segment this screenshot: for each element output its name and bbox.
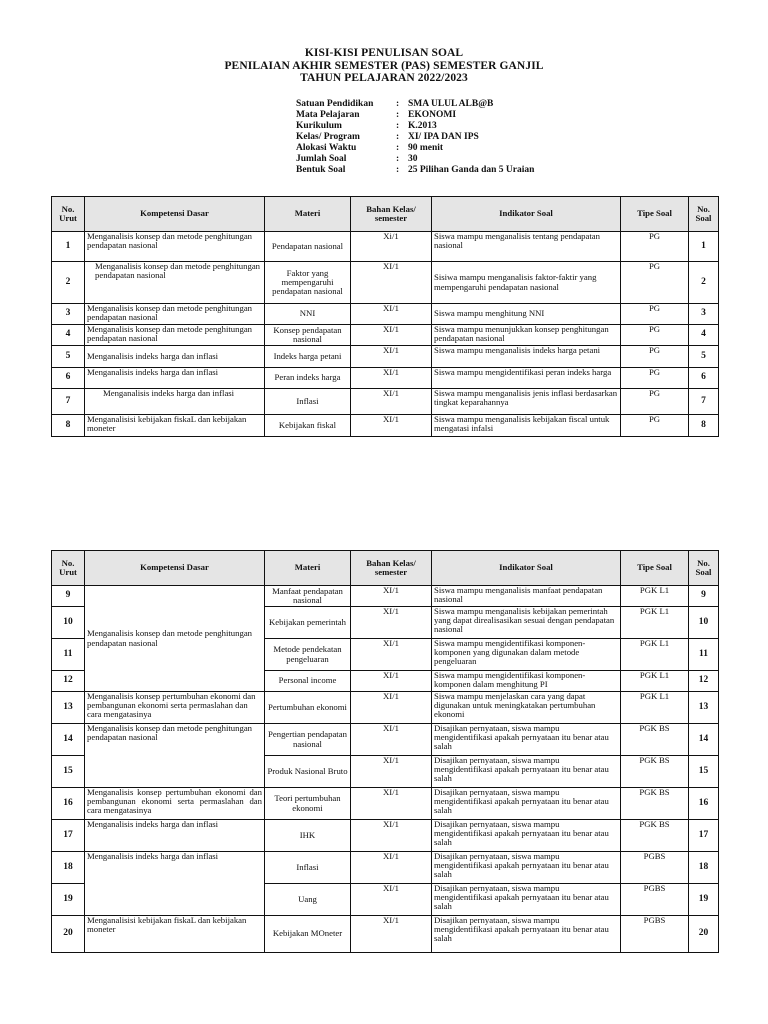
cell-no-soal: 6	[689, 368, 719, 389]
cell-indikator: Siswa mampu menganalisis kebijakan fiscal untuk mengatasi infalsi	[432, 415, 621, 437]
cell-bahan: XI/1	[351, 916, 432, 953]
table-row	[52, 232, 719, 262]
cell-indikator: Siswa mampu menganalisis kebijakan pemerintah yang dapat direalisasikan sesuai dengan pendapatan nasional	[432, 607, 621, 639]
cell-no-soal: 17	[689, 820, 719, 852]
cell-tipe: PGK L1	[621, 671, 689, 692]
header-indikator: Indikator Soal	[432, 551, 621, 586]
cell-materi: Kebijakan pemerintah	[265, 607, 351, 639]
info-row	[296, 143, 534, 154]
table-row	[52, 916, 719, 953]
cell-materi: Kebijakan fiskal	[265, 415, 351, 437]
cell-no-soal: 3	[689, 304, 719, 325]
document-title	[0, 47, 768, 85]
cell-materi: NNI	[265, 304, 351, 325]
title-line-3: TAHUN PELAJARAN 2022/2023	[300, 72, 468, 84]
title-line-2: PENILAIAN AKHIR SEMESTER (PAS) SEMESTER GANJIL	[224, 59, 544, 72]
cell-materi: Teori pertumbuhan ekonomi	[265, 788, 351, 820]
cell-materi: Uang	[265, 884, 351, 916]
cell-indikator: Disajikan pernyataan, siswa mampu mengidentifikasi apakah pernyataan itu benar atau salah	[432, 756, 621, 788]
cell-bahan: XI/1	[351, 852, 432, 884]
cell-materi: Inflasi	[265, 389, 351, 415]
info-colon: :	[396, 110, 400, 120]
cell-kd: Menganalisis indeks harga dan inflasi	[85, 346, 265, 368]
cell-no: 15	[52, 756, 85, 788]
info-row	[296, 165, 534, 176]
table-row	[52, 724, 719, 756]
header-bahan: Bahan Kelas/ semester	[351, 551, 432, 586]
cell-tipe: PGBS	[621, 916, 689, 953]
table-header-row	[52, 197, 719, 232]
cell-materi: IHK	[265, 820, 351, 852]
cell-kd: Menganalisis indeks harga dan inflasi	[85, 852, 265, 916]
cell-materi: Metode pendekatan pengeluaran	[265, 639, 351, 671]
cell-no-soal: 18	[689, 852, 719, 884]
header-no-soal: No. Soal	[689, 197, 719, 232]
cell-bahan: XI/1	[351, 346, 432, 368]
cell-no-soal: 20	[689, 916, 719, 953]
cell-tipe: PGBS	[621, 884, 689, 916]
cell-no: 9	[52, 586, 85, 607]
cell-indikator: Siswa mampu mengidentifikasi komponen-komponen dalam menghitung PI	[432, 671, 621, 692]
info-value: EKONOMI	[408, 110, 457, 120]
cell-kd: Menganalisisi kebijakan fiskaL dan kebijakan moneter	[85, 415, 265, 437]
info-label: Alokasi Waktu	[296, 143, 357, 153]
header-kompetensi-dasar: Kompetensi Dasar	[85, 551, 265, 586]
info-row	[296, 132, 534, 143]
table-row	[52, 304, 719, 325]
cell-no-soal: 10	[689, 607, 719, 639]
info-label: Satuan Pendidikan	[296, 99, 374, 109]
cell-no-soal: 2	[689, 262, 719, 304]
cell-tipe: PG	[621, 389, 689, 415]
cell-bahan: XI/1	[351, 415, 432, 437]
cell-materi: Pendapatan nasional	[265, 232, 351, 262]
cell-bahan: XI/1	[351, 368, 432, 389]
cell-no-soal: 13	[689, 692, 719, 724]
table-row	[52, 325, 719, 346]
info-label: Mata Pelajaran	[296, 110, 360, 120]
cell-tipe: PGK L1	[621, 607, 689, 639]
info-label: Jumlah Soal	[296, 154, 347, 164]
cell-no-soal: 7	[689, 389, 719, 415]
header-no-urut: No. Urut	[52, 551, 85, 586]
table-row	[52, 692, 719, 724]
info-value: 25 Pilihan Ganda dan 5 Uraian	[408, 165, 535, 175]
cell-indikator: Disajikan pernyataan, siswa mampu mengidentifikasi apakah pernyataan itu benar atau salah	[432, 724, 621, 756]
cell-indikator: Siswa mampu menghitung NNI	[432, 304, 621, 325]
cell-tipe: PGK L1	[621, 639, 689, 671]
table-header-row	[52, 551, 719, 586]
info-value: XI/ IPA DAN IPS	[408, 132, 479, 142]
info-label: Kurikulum	[296, 121, 342, 131]
cell-bahan: XI/1	[351, 884, 432, 916]
header-no-urut: No. Urut	[52, 197, 85, 232]
cell-bahan: XI/1	[351, 389, 432, 415]
info-row	[296, 154, 534, 165]
cell-bahan: XI/1	[351, 325, 432, 346]
cell-kd: Menganalisis konsep dan metode penghitungan pendapatan nasional	[85, 586, 265, 692]
cell-materi: Kebijakan MOneter	[265, 916, 351, 953]
header-tipe-soal: Tipe Soal	[621, 197, 689, 232]
cell-tipe: PG	[621, 346, 689, 368]
cell-indikator: Disajikan pernyataan, siswa mampu mengidentifikasi apakah pernyataan itu benar atau salah	[432, 820, 621, 852]
cell-indikator: Siswa mampu menganalisis jenis inflasi berdasarkan tingkat keparahannya	[432, 389, 621, 415]
title-line-1: KISI-KISI PENULISAN SOAL	[304, 47, 464, 59]
cell-no-soal: 11	[689, 639, 719, 671]
cell-indikator: Siswa mampu menjelaskan cara yang dapat digunakan untuk meningkatakan pertumbuhan ekonomi	[432, 692, 621, 724]
cell-bahan: XI/1	[351, 724, 432, 756]
info-colon: :	[396, 121, 400, 131]
table-row	[52, 389, 719, 415]
cell-indikator: Siswa mampu mengidentifikasi komponen-komponen yang digunakan dalam metode pengeluaran	[432, 639, 621, 671]
cell-no: 18	[52, 852, 85, 884]
grid-table-1	[51, 196, 719, 437]
cell-tipe: PG	[621, 415, 689, 437]
cell-no: 19	[52, 884, 85, 916]
cell-kd: Menganalisis konsep pertumbuhan ekonomi dan pembangunan ekonomi serta permaslahan dan cara mengatasinya	[85, 788, 265, 820]
cell-bahan: XI/1	[351, 756, 432, 788]
cell-kd: Menganalisis konsep dan metode penghitungan pendapatan nasional	[85, 304, 265, 325]
cell-no: 11	[52, 639, 85, 671]
table-row	[52, 415, 719, 437]
cell-no-soal: 19	[689, 884, 719, 916]
cell-kd: Menganalisis indeks harga dan inflasi	[85, 820, 265, 852]
header-no-soal: No. Soal	[689, 551, 719, 586]
cell-no-soal: 15	[689, 756, 719, 788]
info-colon: :	[396, 143, 400, 153]
info-row	[296, 99, 534, 110]
cell-kd: Menganalisis indeks harga dan inflasi	[85, 389, 265, 415]
cell-materi: Peran indeks harga	[265, 368, 351, 389]
cell-bahan: XI/1	[351, 671, 432, 692]
cell-kd: Menganalisis indeks harga dan inflasi	[85, 368, 265, 389]
table-row	[52, 788, 719, 820]
cell-materi: Indeks harga petani	[265, 346, 351, 368]
cell-no: 2	[52, 262, 85, 304]
cell-tipe: PGK BS	[621, 820, 689, 852]
table-row	[52, 586, 719, 607]
cell-no-soal: 16	[689, 788, 719, 820]
table-row	[52, 368, 719, 389]
cell-bahan: XI/1	[351, 820, 432, 852]
info-colon: :	[396, 165, 400, 175]
cell-materi: Konsep pendapatan nasional	[265, 325, 351, 346]
cell-no: 5	[52, 346, 85, 368]
cell-no-soal: 14	[689, 724, 719, 756]
cell-tipe: PGK BS	[621, 724, 689, 756]
header-tipe-soal: Tipe Soal	[621, 551, 689, 586]
table-row	[52, 820, 719, 852]
info-row	[296, 121, 534, 132]
cell-no-soal: 8	[689, 415, 719, 437]
cell-no: 20	[52, 916, 85, 953]
cell-materi: Pengertian pendapatan nasional	[265, 724, 351, 756]
cell-tipe: PGBS	[621, 852, 689, 884]
cell-no: 3	[52, 304, 85, 325]
cell-kd: Menganalisisi kebijakan fiskaL dan kebijakan moneter	[85, 916, 265, 953]
cell-no: 4	[52, 325, 85, 346]
cell-indikator: Siswa mampu menganalisis indeks harga petani	[432, 346, 621, 368]
cell-no: 6	[52, 368, 85, 389]
cell-bahan: XI/1	[351, 262, 432, 304]
info-row	[296, 110, 534, 121]
cell-kd: Menganalisis konsep dan metode penghitungan pendapatan nasional	[85, 724, 265, 788]
cell-bahan: Xi/1	[351, 232, 432, 262]
cell-indikator: Disajikan pernyataan, siswa mampu mengidentifikasi apakah pernyataan itu benar atau salah	[432, 852, 621, 884]
header-indikator: Indikator Soal	[432, 197, 621, 232]
cell-indikator: Siswa mampu menganalisis tentang pendapatan nasional	[432, 232, 621, 262]
cell-materi: Faktor yang mempengaruhi pendapatan nasional	[265, 262, 351, 304]
cell-no-soal: 1	[689, 232, 719, 262]
cell-materi: Pertumbuhan ekonomi	[265, 692, 351, 724]
cell-no: 10	[52, 607, 85, 639]
cell-bahan: XI/1	[351, 607, 432, 639]
info-colon: :	[396, 154, 400, 164]
cell-no: 8	[52, 415, 85, 437]
info-label: Kelas/ Program	[296, 132, 360, 142]
cell-no-soal: 4	[689, 325, 719, 346]
header-materi: Materi	[265, 197, 351, 232]
cell-tipe: PGK BS	[621, 788, 689, 820]
header-bahan: Bahan Kelas/ semester	[351, 197, 432, 232]
cell-kd: Menganalisis konsep pertumbuhan ekonomi dan pembangunan ekonomi serta permaslahan dan cara mengatasinya	[85, 692, 265, 724]
cell-indikator: Disajikan pernyataan, siswa mampu mengidentifikasi apakah pernyataan itu benar atau salah	[432, 916, 621, 953]
cell-no: 16	[52, 788, 85, 820]
cell-indikator: Disajikan pernyataan, siswa mampu mengidentifikasi apakah pernyataan itu benar atau salah	[432, 884, 621, 916]
info-colon: :	[396, 132, 400, 142]
cell-kd: Menganalisis konsep dan metode penghitungan pendapatan nasional	[85, 325, 265, 346]
cell-no-soal: 9	[689, 586, 719, 607]
cell-kd: Menganalisis konsep dan metode penghitungan pendapatan nasional	[85, 232, 265, 262]
cell-bahan: XI/1	[351, 692, 432, 724]
cell-bahan: XI/1	[351, 586, 432, 607]
cell-materi: Manfaat pendapatan nasional	[265, 586, 351, 607]
cell-tipe: PGK L1	[621, 692, 689, 724]
cell-tipe: PG	[621, 304, 689, 325]
cell-indikator: Siswa mampu mengidentifikasi peran indeks harga	[432, 368, 621, 389]
cell-no: 13	[52, 692, 85, 724]
cell-no: 17	[52, 820, 85, 852]
cell-bahan: XI/1	[351, 304, 432, 325]
cell-no: 14	[52, 724, 85, 756]
cell-indikator: Siswa mampu menunjukkan konsep penghitungan pendapatan nasional	[432, 325, 621, 346]
cell-no: 7	[52, 389, 85, 415]
cell-indikator: Disajikan pernyataan, siswa mampu mengidentifikasi apakah pernyataan itu benar atau salah	[432, 788, 621, 820]
grid-table-2	[51, 550, 719, 953]
table-row	[52, 852, 719, 884]
cell-no: 12	[52, 671, 85, 692]
cell-no-soal: 5	[689, 346, 719, 368]
cell-indikator: Sisiwa mampu menganalisis faktor-faktir yang mempengaruhi pendapatan nasional	[432, 262, 621, 304]
cell-bahan: XI/1	[351, 639, 432, 671]
info-value: K.2013	[408, 121, 437, 131]
cell-materi: Personal income	[265, 671, 351, 692]
cell-no-soal: 12	[689, 671, 719, 692]
cell-tipe: PG	[621, 368, 689, 389]
cell-tipe: PG	[621, 262, 689, 304]
info-value: 30	[408, 154, 418, 164]
info-colon: :	[396, 99, 400, 109]
cell-tipe: PGK BS	[621, 756, 689, 788]
cell-kd: Menganalisis konsep dan metode penghitungan pendapatan nasional	[85, 262, 265, 304]
table-row	[52, 346, 719, 368]
header-materi: Materi	[265, 551, 351, 586]
cell-tipe: PG	[621, 325, 689, 346]
cell-tipe: PG	[621, 232, 689, 262]
info-label: Bentuk Soal	[296, 165, 346, 175]
cell-indikator: Siswa mampu menganalisis manfaat pendapatan nasional	[432, 586, 621, 607]
cell-bahan: XI/1	[351, 788, 432, 820]
cell-tipe: PGK L1	[621, 586, 689, 607]
info-value: 90 menit	[408, 143, 444, 153]
table-row	[52, 262, 719, 304]
cell-no: 1	[52, 232, 85, 262]
identity-block	[296, 99, 534, 176]
header-kompetensi-dasar: Kompetensi Dasar	[85, 197, 265, 232]
cell-materi: Produk Nasional Bruto	[265, 756, 351, 788]
cell-materi: Inflasi	[265, 852, 351, 884]
info-value: SMA ULUL ALB@B	[408, 99, 494, 109]
